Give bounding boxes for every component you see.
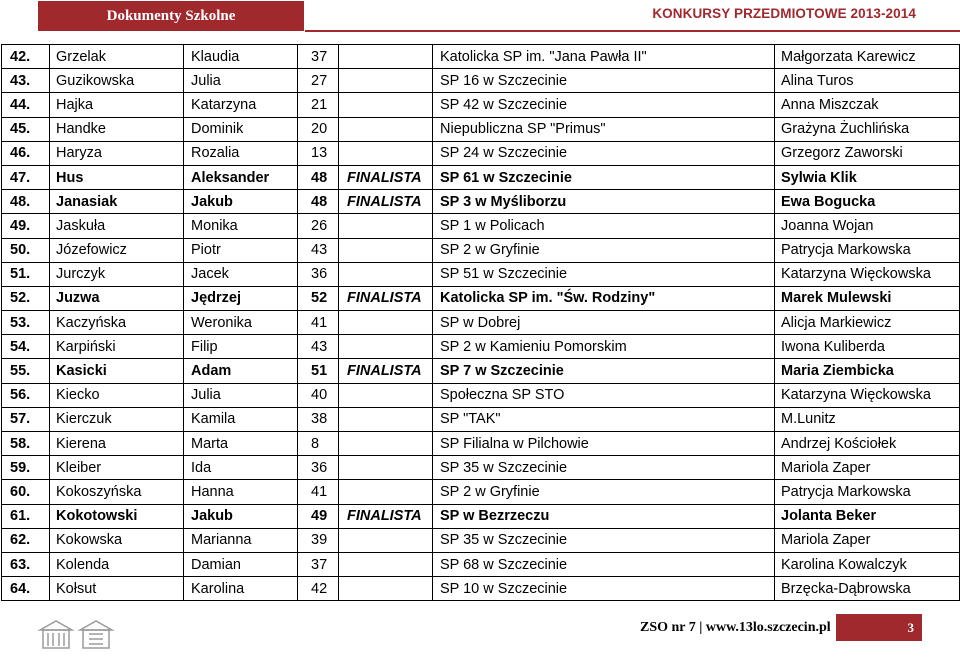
surname-cell: Kokotowski	[50, 504, 184, 528]
teacher-cell: Sylwia Klik	[775, 165, 960, 189]
teacher-cell: Joanna Wojan	[775, 214, 960, 238]
teacher-cell: Brzęcka-Dąbrowska	[775, 577, 960, 601]
surname-cell: Józefowicz	[50, 238, 184, 262]
status-cell	[339, 383, 433, 407]
points-cell: 40	[298, 383, 339, 407]
row-number: 53.	[2, 311, 50, 335]
table-row	[2, 359, 960, 383]
table-row	[2, 93, 960, 117]
table-row	[2, 504, 960, 528]
surname-cell: Jaskuła	[50, 214, 184, 238]
status-cell	[339, 93, 433, 117]
school-cell: SP 42 w Szczecinie	[433, 93, 775, 117]
surname-cell: Jurczyk	[50, 262, 184, 286]
surname-cell: Kiecko	[50, 383, 184, 407]
first-name-cell: Monika	[184, 214, 298, 238]
status-cell	[339, 141, 433, 165]
table-row	[2, 456, 960, 480]
points-cell: 43	[298, 238, 339, 262]
row-number: 56.	[2, 383, 50, 407]
row-number: 45.	[2, 117, 50, 141]
table-row	[2, 528, 960, 552]
points-cell: 48	[298, 190, 339, 214]
points-cell: 51	[298, 359, 339, 383]
teacher-cell: Katarzyna Więckowska	[775, 383, 960, 407]
row-number: 46.	[2, 141, 50, 165]
points-cell: 21	[298, 93, 339, 117]
status-cell	[339, 552, 433, 576]
school-cell: SP 35 w Szczecinie	[433, 528, 775, 552]
first-name-cell: Marianna	[184, 528, 298, 552]
points-cell: 41	[298, 311, 339, 335]
points-cell: 37	[298, 552, 339, 576]
teacher-cell: Małgorzata Karewicz	[775, 45, 960, 69]
status-cell	[339, 480, 433, 504]
table-row	[2, 480, 960, 504]
teacher-cell: Ewa Bogucka	[775, 190, 960, 214]
row-number: 60.	[2, 480, 50, 504]
row-number: 54.	[2, 335, 50, 359]
school-cell: SP 16 w Szczecinie	[433, 69, 775, 93]
school-cell: SP 35 w Szczecinie	[433, 456, 775, 480]
row-number: 48.	[2, 190, 50, 214]
surname-cell: Kaczyńska	[50, 311, 184, 335]
school-cell: SP 3 w Myśliborzu	[433, 190, 775, 214]
school-cell: SP Filialna w Pilchowie	[433, 432, 775, 456]
teacher-cell: Grażyna Żuchlińska	[775, 117, 960, 141]
points-cell: 27	[298, 69, 339, 93]
results-table	[1, 44, 960, 601]
row-number: 50.	[2, 238, 50, 262]
points-cell: 41	[298, 480, 339, 504]
status-cell	[339, 311, 433, 335]
school-cell: SP 2 w Gryfinie	[433, 480, 775, 504]
status-cell	[339, 69, 433, 93]
points-cell: 20	[298, 117, 339, 141]
teacher-cell: Katarzyna Więckowska	[775, 262, 960, 286]
points-cell: 52	[298, 286, 339, 310]
school-logos	[36, 616, 118, 652]
first-name-cell: Julia	[184, 383, 298, 407]
points-cell: 39	[298, 528, 339, 552]
status-cell	[339, 407, 433, 431]
teacher-cell: Karolina Kowalczyk	[775, 552, 960, 576]
school-cell: SP 24 w Szczecinie	[433, 141, 775, 165]
school-cell: SP 2 w Gryfinie	[433, 238, 775, 262]
surname-cell: Karpiński	[50, 335, 184, 359]
table-row	[2, 311, 960, 335]
first-name-cell: Adam	[184, 359, 298, 383]
points-cell: 26	[298, 214, 339, 238]
school-cell: SP 68 w Szczecinie	[433, 552, 775, 576]
surname-cell: Grzelak	[50, 45, 184, 69]
row-number: 58.	[2, 432, 50, 456]
school-cell: SP w Dobrej	[433, 311, 775, 335]
surname-cell: Hajka	[50, 93, 184, 117]
teacher-cell: Andrzej Kościołek	[775, 432, 960, 456]
row-number: 57.	[2, 407, 50, 431]
school-cell: Katolicka SP im. "Św. Rodziny"	[433, 286, 775, 310]
teacher-cell: Anna Miszczak	[775, 93, 960, 117]
points-cell: 49	[298, 504, 339, 528]
first-name-cell: Jakub	[184, 190, 298, 214]
first-name-cell: Katarzyna	[184, 93, 298, 117]
row-number: 64.	[2, 577, 50, 601]
teacher-cell: Patrycja Markowska	[775, 480, 960, 504]
status-cell	[339, 238, 433, 262]
status-cell	[339, 262, 433, 286]
status-cell	[339, 214, 433, 238]
status-cell	[339, 45, 433, 69]
row-number: 51.	[2, 262, 50, 286]
first-name-cell: Damian	[184, 552, 298, 576]
first-name-cell: Hanna	[184, 480, 298, 504]
table-row	[2, 335, 960, 359]
status-cell	[339, 577, 433, 601]
first-name-cell: Aleksander	[184, 165, 298, 189]
status-cell: FINALISTA	[339, 504, 433, 528]
table-row	[2, 165, 960, 189]
table-row	[2, 383, 960, 407]
first-name-cell: Julia	[184, 69, 298, 93]
table-row	[2, 286, 960, 310]
status-cell	[339, 432, 433, 456]
row-number: 52.	[2, 286, 50, 310]
school-cell: SP 2 w Kamieniu Pomorskim	[433, 335, 775, 359]
surname-cell: Kołsut	[50, 577, 184, 601]
teacher-cell: Patrycja Markowska	[775, 238, 960, 262]
header-left-title: Dokumenty Szkolne	[38, 1, 304, 31]
points-cell: 13	[298, 141, 339, 165]
teacher-cell: Jolanta Beker	[775, 504, 960, 528]
row-number: 61.	[2, 504, 50, 528]
surname-cell: Kasicki	[50, 359, 184, 383]
teacher-cell: Alina Turos	[775, 69, 960, 93]
header-right-title: KONKURSY PRZEDMIOTOWE 2013-2014	[652, 6, 916, 21]
first-name-cell: Weronika	[184, 311, 298, 335]
points-cell: 43	[298, 335, 339, 359]
teacher-cell: Marek Mulewski	[775, 286, 960, 310]
first-name-cell: Piotr	[184, 238, 298, 262]
first-name-cell: Filip	[184, 335, 298, 359]
table-row	[2, 407, 960, 431]
row-number: 49.	[2, 214, 50, 238]
surname-cell: Kokoszyńska	[50, 480, 184, 504]
first-name-cell: Kamila	[184, 407, 298, 431]
table-row	[2, 117, 960, 141]
first-name-cell: Rozalia	[184, 141, 298, 165]
points-cell: 37	[298, 45, 339, 69]
status-cell: FINALISTA	[339, 165, 433, 189]
first-name-cell: Klaudia	[184, 45, 298, 69]
row-number: 44.	[2, 93, 50, 117]
page-number: 3	[836, 614, 922, 641]
surname-cell: Kierczuk	[50, 407, 184, 431]
status-cell: FINALISTA	[339, 359, 433, 383]
header-divider	[305, 30, 960, 32]
row-number: 55.	[2, 359, 50, 383]
points-cell: 48	[298, 165, 339, 189]
surname-cell: Hus	[50, 165, 184, 189]
footer-site-text: ZSO nr 7 | www.13lo.szczecin.pl	[640, 620, 831, 635]
school-cell: Społeczna SP STO	[433, 383, 775, 407]
first-name-cell: Jakub	[184, 504, 298, 528]
row-number: 63.	[2, 552, 50, 576]
teacher-cell: Iwona Kuliberda	[775, 335, 960, 359]
surname-cell: Kokowska	[50, 528, 184, 552]
teacher-cell: Mariola Zaper	[775, 528, 960, 552]
teacher-cell: Alicja Markiewicz	[775, 311, 960, 335]
school-cell: SP 61 w Szczecinie	[433, 165, 775, 189]
row-number: 47.	[2, 165, 50, 189]
surname-cell: Juzwa	[50, 286, 184, 310]
table-row	[2, 577, 960, 601]
points-cell: 42	[298, 577, 339, 601]
teacher-cell: Mariola Zaper	[775, 456, 960, 480]
school-cell: SP 7 w Szczecinie	[433, 359, 775, 383]
surname-cell: Handke	[50, 117, 184, 141]
school-cell: SP 1 w Policach	[433, 214, 775, 238]
row-number: 43.	[2, 69, 50, 93]
school-building-icon	[36, 616, 118, 652]
school-cell: SP 10 w Szczecinie	[433, 577, 775, 601]
table-row	[2, 190, 960, 214]
surname-cell: Janasiak	[50, 190, 184, 214]
row-number: 62.	[2, 528, 50, 552]
table-row	[2, 432, 960, 456]
status-cell	[339, 335, 433, 359]
first-name-cell: Ida	[184, 456, 298, 480]
surname-cell: Haryza	[50, 141, 184, 165]
teacher-cell: M.Lunitz	[775, 407, 960, 431]
first-name-cell: Jędrzej	[184, 286, 298, 310]
first-name-cell: Jacek	[184, 262, 298, 286]
points-cell: 8	[298, 432, 339, 456]
status-cell	[339, 117, 433, 141]
table-row	[2, 552, 960, 576]
table-row	[2, 262, 960, 286]
school-cell: SP w Bezrzeczu	[433, 504, 775, 528]
first-name-cell: Dominik	[184, 117, 298, 141]
surname-cell: Kierena	[50, 432, 184, 456]
table-row	[2, 141, 960, 165]
surname-cell: Kleiber	[50, 456, 184, 480]
school-cell: Niepubliczna SP "Primus"	[433, 117, 775, 141]
surname-cell: Kolenda	[50, 552, 184, 576]
status-cell	[339, 456, 433, 480]
table-row	[2, 45, 960, 69]
row-number: 59.	[2, 456, 50, 480]
teacher-cell: Grzegorz Zaworski	[775, 141, 960, 165]
status-cell: FINALISTA	[339, 286, 433, 310]
table-row	[2, 214, 960, 238]
status-cell	[339, 528, 433, 552]
school-cell: Katolicka SP im. "Jana Pawła II"	[433, 45, 775, 69]
school-cell: SP 51 w Szczecinie	[433, 262, 775, 286]
teacher-cell: Maria Ziembicka	[775, 359, 960, 383]
school-cell: SP "TAK"	[433, 407, 775, 431]
points-cell: 36	[298, 262, 339, 286]
points-cell: 38	[298, 407, 339, 431]
status-cell: FINALISTA	[339, 190, 433, 214]
table-row	[2, 238, 960, 262]
table-row	[2, 69, 960, 93]
first-name-cell: Karolina	[184, 577, 298, 601]
points-cell: 36	[298, 456, 339, 480]
surname-cell: Guzikowska	[50, 69, 184, 93]
first-name-cell: Marta	[184, 432, 298, 456]
row-number: 42.	[2, 45, 50, 69]
